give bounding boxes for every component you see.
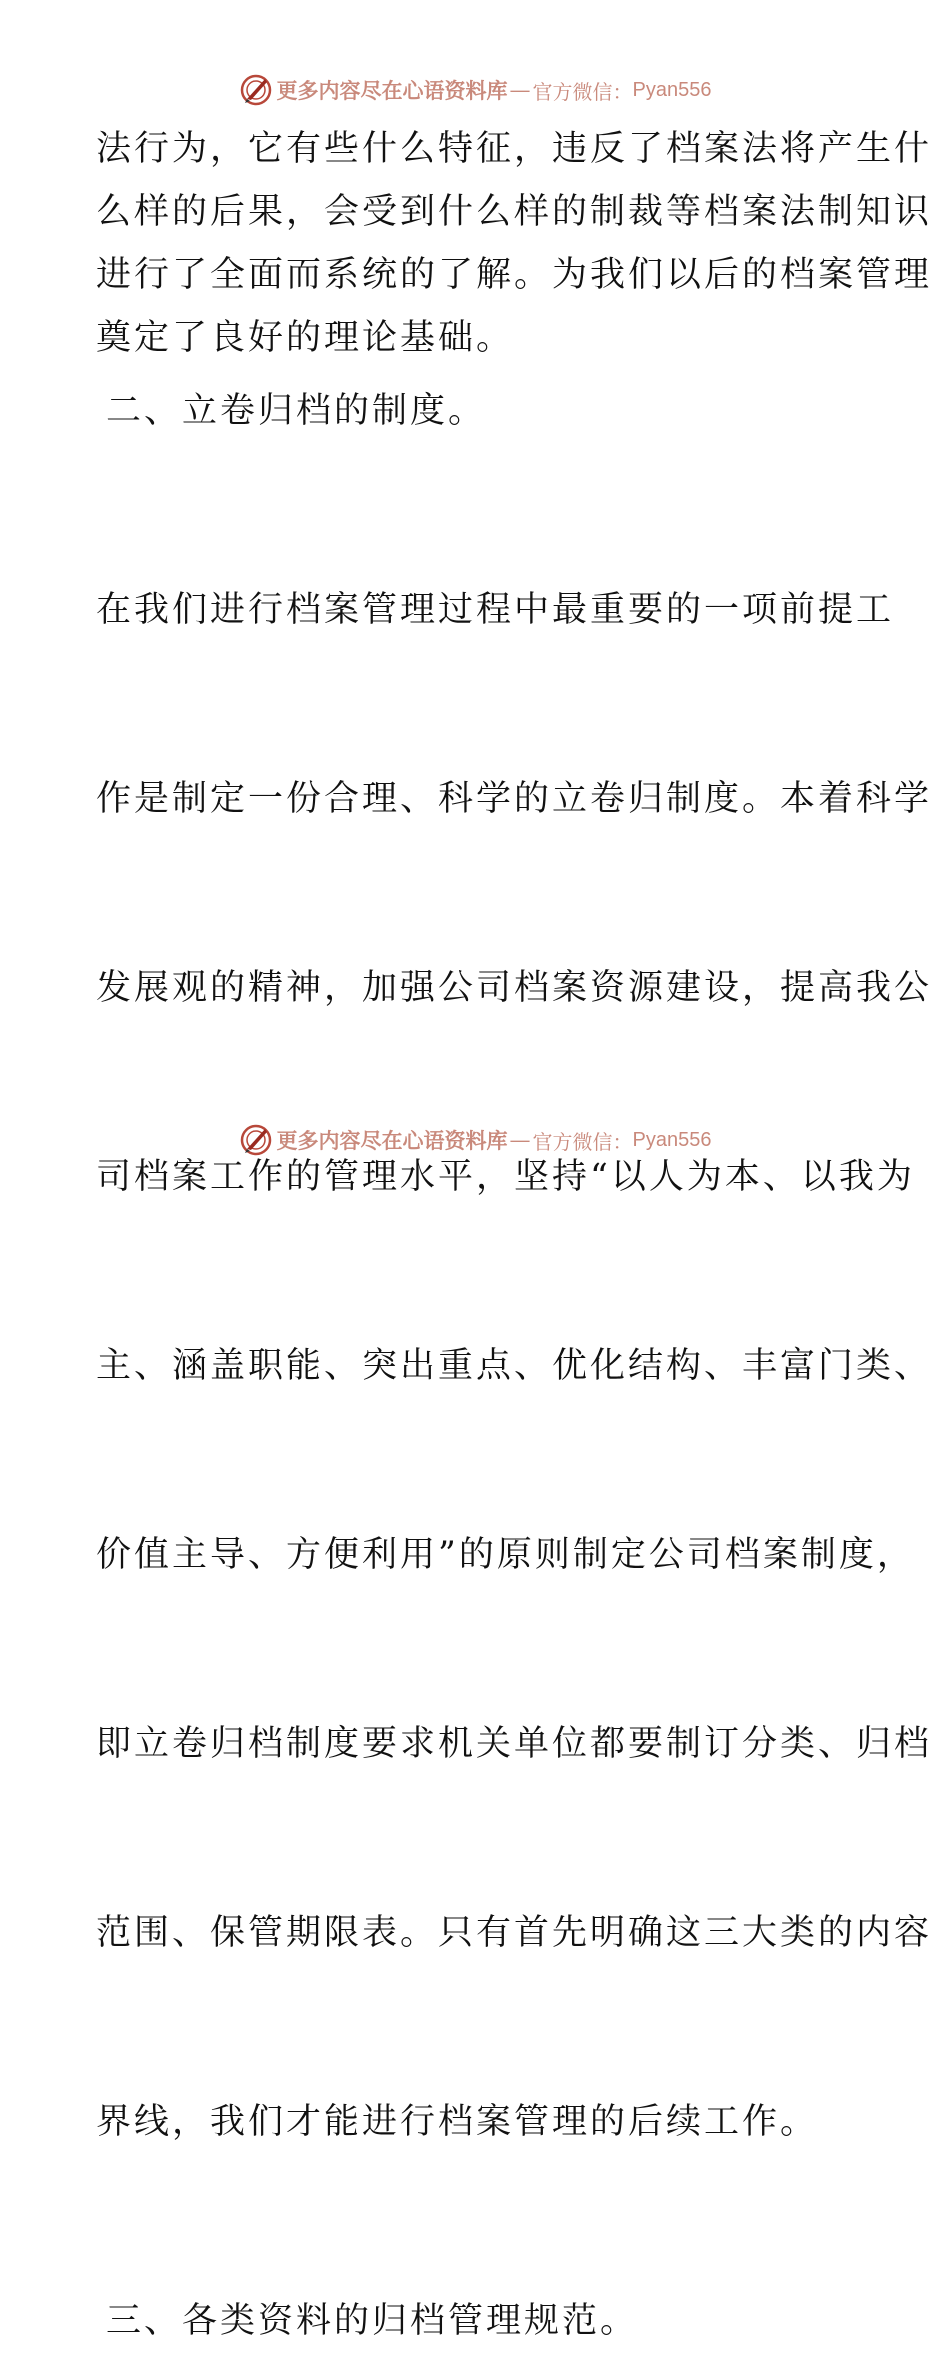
paragraph-1 — [96, 118, 933, 370]
section-heading-3: 三、各类资料的归档管理规范。 — [106, 2301, 639, 2341]
text-line: 界线，我们才能进行档案管理的后续工作。 — [96, 2102, 819, 2142]
text-line: 主、涵盖职能、突出重点、优化结构、丰富门类、 — [96, 1346, 933, 1386]
paragraph-2 — [96, 453, 933, 2280]
document-body — [96, 118, 933, 2353]
watermark-wechat-id: Pyan556 — [632, 1128, 712, 1151]
text-line: 奠定了良好的理论基础。 — [96, 318, 515, 358]
quill-pen-icon — [239, 1123, 273, 1157]
header-watermark — [0, 70, 950, 110]
quill-pen-icon — [239, 73, 273, 107]
section-heading-2: 二、立卷归档的制度。 — [106, 391, 487, 431]
text-line: 在我们进行档案管理过程中最重要的一项前提工 — [96, 590, 895, 630]
watermark-wechat-label: 官方微信： — [532, 79, 633, 104]
text-line: 即立卷归档制度要求机关单位都要制订分类、归档 — [96, 1724, 933, 1764]
text-line: 价值主导、方便利用”的原则制定公司档案制度， — [96, 1535, 915, 1575]
text-line: 么样的后果，会受到什么样的制裁等档案法制知识 — [96, 192, 933, 232]
watermark-dash: — — [509, 78, 531, 102]
watermark-site-text: 更多内容尽在心语资料库 — [276, 1128, 508, 1153]
watermark-site-text: 更多内容尽在心语资料库 — [276, 78, 508, 103]
text-line: 进行了全面而系统的了解。为我们以后的档案管理 — [96, 255, 933, 295]
watermark-wechat-id: Pyan556 — [632, 78, 712, 101]
text-line: 范围、保管期限表。只有首先明确这三大类的内容 — [96, 1913, 933, 1953]
text-line: 法行为，它有些什么特征，违反了档案法将产生什 — [96, 129, 933, 169]
footer-watermark — [0, 1120, 950, 1160]
watermark-dash: — — [509, 1128, 531, 1152]
text-line: 发展观的精神，加强公司档案资源建设，提高我公 — [96, 968, 933, 1008]
text-line: 司档案工作的管理水平，坚持“以人为本、以我为 — [96, 1157, 915, 1197]
text-line: 作是制定一份合理、科学的立卷归制度。本着科学 — [96, 779, 933, 819]
watermark-wechat-label: 官方微信： — [532, 1129, 633, 1154]
